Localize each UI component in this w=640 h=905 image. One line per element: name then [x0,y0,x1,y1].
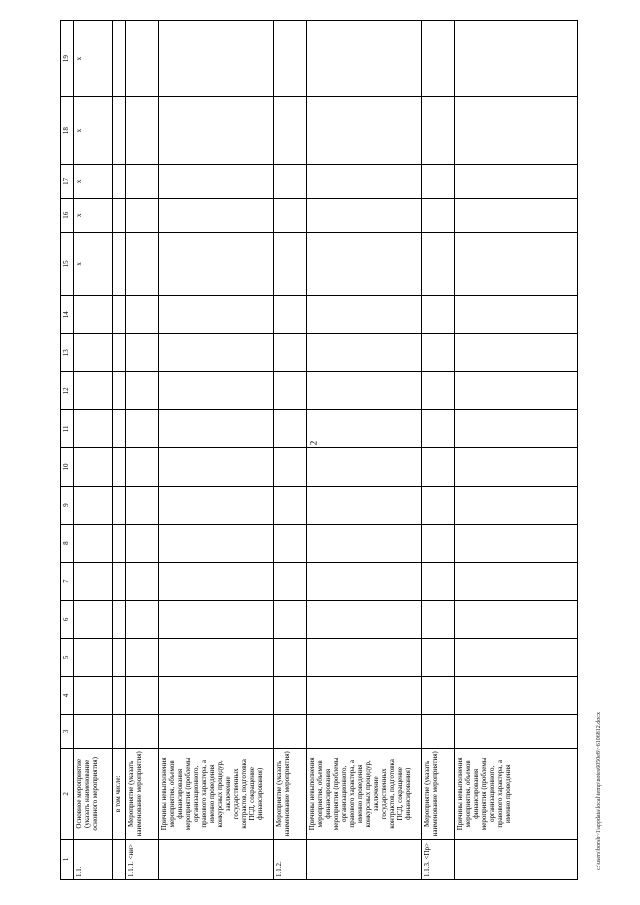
table-row [126,21,159,880]
empty-cell [455,448,578,486]
empty-cell [159,296,274,334]
empty-cell [274,448,307,486]
empty-cell [455,638,578,676]
empty-cell [159,232,274,295]
empty-cell [307,410,422,448]
x-mark-cell: x [74,97,113,165]
header-cell-9: 9 [61,486,74,524]
report-table-container [60,20,559,880]
empty-cell [126,296,159,334]
row-name-cell: Причины невыполнения мероприятия, объемов финансирования мероприятия (проблемы организационного, правового характера, а именно проведения [455,748,578,839]
empty-cell [126,638,159,676]
empty-cell [307,524,422,562]
empty-cell [274,296,307,334]
table-row [74,21,113,880]
x-mark-cell: x [74,198,113,232]
header-cell-5: 5 [61,638,74,676]
empty-cell [159,715,274,749]
empty-cell [455,676,578,714]
empty-cell [307,600,422,638]
empty-cell [422,524,455,562]
empty-cell [307,486,422,524]
empty-cell [126,232,159,295]
empty-cell [159,372,274,410]
table-row [274,21,307,880]
empty-cell [74,638,113,676]
x-mark-cell: x [74,164,113,198]
empty-cell [422,232,455,295]
empty-cell [74,676,113,714]
table-row [113,21,126,880]
row-code-cell: 1.1.2. [274,839,307,879]
empty-cell [159,334,274,372]
empty-cell [113,334,126,372]
empty-cell [74,372,113,410]
row-name-cell: Причины невыполнения мероприятия, объемов финансирования мероприятия (проблемы организационного, правового характера, а именно проведения конкурсных процедур, заключение государственных контрактов, подготовка ПСД, сокращение финансирования) [159,748,274,839]
row-name-cell: Причины невыполнения мероприятия, объемов финансирования мероприятия (проблемы организационного, правового характера, а именно проведения конкурсных процедур, заключение государственных контрактов, подготовка ПСД, сокращение финансирования) [307,748,422,839]
header-cell-13: 13 [61,334,74,372]
empty-cell [455,372,578,410]
empty-cell [307,21,422,97]
header-cell-11: 11 [61,410,74,448]
empty-cell [74,715,113,749]
row-code-cell [113,839,126,879]
header-cell-10: 10 [61,448,74,486]
empty-cell [422,715,455,749]
empty-cell [126,334,159,372]
empty-cell [307,198,422,232]
empty-cell [422,97,455,165]
empty-cell [274,486,307,524]
empty-cell [422,296,455,334]
empty-cell [126,198,159,232]
empty-cell [274,232,307,295]
empty-cell [126,97,159,165]
header-cell-3: 3 [61,715,74,749]
empty-cell [113,296,126,334]
empty-cell [307,562,422,600]
empty-cell [113,232,126,295]
empty-cell [455,410,578,448]
empty-cell [113,372,126,410]
empty-cell [159,486,274,524]
empty-cell [159,97,274,165]
row-name-cell: в том числе: [113,748,126,839]
header-cell-8: 8 [61,524,74,562]
empty-cell [126,486,159,524]
empty-cell [422,334,455,372]
empty-cell [274,334,307,372]
empty-cell [455,97,578,165]
empty-cell [274,372,307,410]
empty-cell [126,164,159,198]
header-cell-14: 14 [61,296,74,334]
row-code-cell [159,839,274,879]
empty-cell [126,448,159,486]
header-cell-19: 19 [61,21,74,97]
empty-cell [74,334,113,372]
empty-cell [113,486,126,524]
empty-cell [274,164,307,198]
empty-cell [422,600,455,638]
header-cell-18: 18 [61,97,74,165]
row-code-cell: 1.1.1. <ни> [126,839,159,879]
empty-cell [159,600,274,638]
empty-cell [113,524,126,562]
empty-cell [455,198,578,232]
empty-cell [126,715,159,749]
table-row [422,21,455,880]
header-cell-16: 16 [61,198,74,232]
empty-cell [455,232,578,295]
empty-cell [422,486,455,524]
empty-cell [159,448,274,486]
empty-cell [274,21,307,97]
empty-cell [113,97,126,165]
empty-cell [307,296,422,334]
x-mark-cell: x [74,21,113,97]
empty-cell [307,448,422,486]
empty-cell [307,164,422,198]
header-cell-2: 2 [61,748,74,839]
header-cell-6: 6 [61,600,74,638]
empty-cell [455,21,578,97]
empty-cell [274,676,307,714]
empty-cell [307,97,422,165]
empty-cell [74,296,113,334]
empty-cell [113,600,126,638]
empty-cell [159,21,274,97]
header-cell-1: 1 [61,839,74,879]
empty-cell [126,372,159,410]
empty-cell [113,715,126,749]
empty-cell [422,164,455,198]
empty-cell [113,638,126,676]
empty-cell [422,676,455,714]
empty-cell [113,198,126,232]
empty-cell [274,715,307,749]
row-code-cell [307,839,422,879]
empty-cell [455,524,578,562]
empty-cell [113,410,126,448]
empty-cell [422,562,455,600]
empty-cell [113,562,126,600]
empty-cell [159,638,274,676]
empty-cell [307,372,422,410]
empty-cell [274,562,307,600]
empty-cell [455,600,578,638]
empty-cell [159,198,274,232]
empty-cell [113,164,126,198]
row-code-cell: 1.1.3. <Пр> [422,839,455,879]
empty-cell [455,334,578,372]
empty-cell [126,676,159,714]
header-cell-17: 17 [61,164,74,198]
footer-file-path: c:\users\borsh~1\appdata\local\temp\notes6050e8\~6106812.docx [596,712,602,870]
empty-cell [113,448,126,486]
empty-cell [307,638,422,676]
empty-cell [126,600,159,638]
header-cell-7: 7 [61,562,74,600]
report-table [60,20,578,880]
empty-cell [455,562,578,600]
empty-cell [113,21,126,97]
empty-cell [74,410,113,448]
empty-cell [126,524,159,562]
row-name-cell: Мероприятие (указать наименование мероприятия) [422,748,455,839]
empty-cell [113,676,126,714]
empty-cell [455,296,578,334]
header-cell-4: 4 [61,676,74,714]
empty-cell [74,562,113,600]
empty-cell [74,600,113,638]
table-row [307,21,422,880]
empty-cell [74,486,113,524]
empty-cell [307,676,422,714]
header-cell-12: 12 [61,372,74,410]
row-code-cell [455,839,578,879]
table-row [159,21,274,880]
empty-cell [455,486,578,524]
empty-cell [274,410,307,448]
empty-cell [274,524,307,562]
page-number: 2 [308,440,319,446]
empty-cell [422,198,455,232]
empty-cell [274,638,307,676]
empty-cell [422,638,455,676]
empty-cell [422,372,455,410]
header-cell-15: 15 [61,232,74,295]
table-row [455,21,578,880]
empty-cell [126,562,159,600]
empty-cell [307,334,422,372]
empty-cell [126,410,159,448]
empty-cell [455,164,578,198]
empty-cell [307,715,422,749]
row-name-cell: Мероприятие (указать наименование мероприятия) [126,748,159,839]
empty-cell [422,448,455,486]
empty-cell [274,600,307,638]
empty-cell [74,524,113,562]
empty-cell [422,21,455,97]
empty-cell [159,410,274,448]
empty-cell [307,232,422,295]
empty-cell [159,676,274,714]
empty-cell [455,715,578,749]
empty-cell [126,21,159,97]
empty-cell [159,524,274,562]
empty-cell [422,410,455,448]
empty-cell [74,448,113,486]
empty-cell [159,562,274,600]
empty-cell [159,164,274,198]
empty-cell [274,97,307,165]
row-name-cell: Мероприятие (указать наименование мероприятия) [274,748,307,839]
empty-cell [274,198,307,232]
header-row [61,21,74,880]
row-code-cell: 1.1. [74,839,113,879]
x-mark-cell: x [74,232,113,295]
row-name-cell: Основное мероприятие (указать наименование основного мероприятия) [74,748,113,839]
